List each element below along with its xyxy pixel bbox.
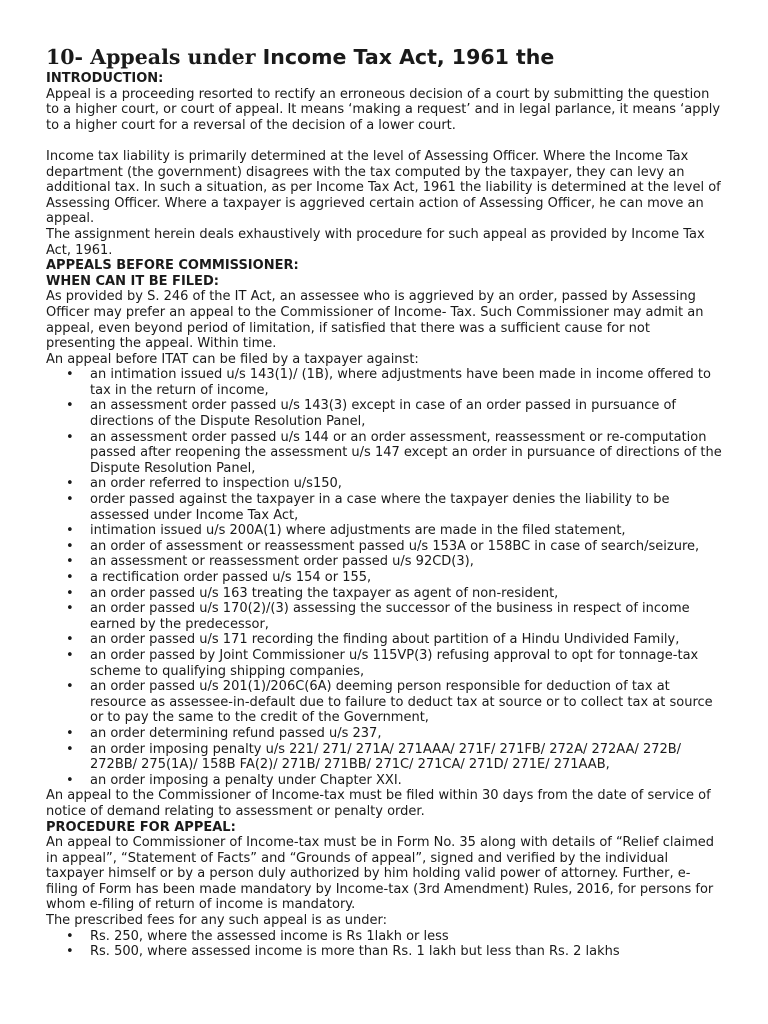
list-item: • an order passed by Joint Commissioner u/s 115VP(3) refusing approval to opt for tonnage-tax scheme to qualifying shipping companies, <box>90 648 722 679</box>
title-part-2: Income Tax Act, 1961 the <box>262 45 555 69</box>
intro-heading: INTRODUCTION: <box>46 71 164 86</box>
commissioner-paragraph-3: An appeal to the Commissioner of Income-tax must be filed within 30 days from the date of service of notice of demand relating to assessment or penalty order. <box>46 788 711 819</box>
list-item: • an order passed u/s 201(1)/206C(6A) deeming person responsible for deduction of tax at resource as assessee-in-default due to failure to deduct tax at source or to collect tax at source or to pay the same to the credit of the Government, <box>90 679 722 726</box>
list-item: • a rectification order passed u/s 154 or 155, <box>90 570 722 586</box>
list-item: • an order of assessment or reassessment passed u/s 153A or 158BC in case of search/seizure, <box>90 539 722 555</box>
when-filed-heading: WHEN CAN IT BE FILED: <box>46 273 219 289</box>
list-item: • an order determining refund passed u/s 237, <box>90 726 722 742</box>
list-item: • an assessment order passed u/s 143(3) except in case of an order passed in pursuance of directions of the Dispute Resolution Panel, <box>90 398 722 429</box>
appealable-orders-list <box>46 367 722 788</box>
list-item: • an order imposing a penalty under Chapter XXI. <box>90 773 722 789</box>
list-item: • order passed against the taxpayer in a case where the taxpayer denies the liability to be assessed under Income Tax Act, <box>90 492 722 523</box>
title-part-1: 10- Appeals under <box>46 45 263 69</box>
procedure-paragraph-1: An appeal to Commissioner of Income-tax must be in Form No. 35 along with details of “Relief claimed in appeal”, “Statement of Facts” and “Grounds of appeal”, signed and verified by the individual taxpayer himself or by a person duly authorized by him holding valid power of attorney. Further, e-filing of Form has been made mandatory by Income-tax (3rd Amendment) Rules, 2016, for persons for whom e-filing of return of income is mandatory. <box>46 835 714 913</box>
list-item: • an assessment order passed u/s 144 or an order assessment, reassessment or re-computation passed after reopening the assessment u/s 147 except an order in pursuance of directions of the Dispute Resolution Panel, <box>90 430 722 477</box>
fees-list <box>46 929 722 960</box>
commissioner-heading: APPEALS BEFORE COMMISSIONER: <box>46 258 299 274</box>
list-item: • an order referred to inspection u/s150, <box>90 476 722 492</box>
intro-paragraph-3: The assignment herein deals exhaustively with procedure for such appeal as provided by Income Tax Act, 1961. <box>46 226 705 258</box>
procedure-heading: PROCEDURE FOR APPEAL: <box>46 819 236 835</box>
list-item: • an order passed u/s 163 treating the taxpayer as agent of non-resident, <box>90 586 722 602</box>
list-item: • Rs. 500, where assessed income is more than Rs. 1 lakh but less than Rs. 2 lakhs <box>90 944 722 960</box>
intro-paragraph-1: Appeal is a proceeding resorted to rectify an erroneous decision of a court by submitting the question to a higher court, or court of appeal. It means ‘making a request’ and in legal parlance, it means ‘apply to a higher court for a reversal of the decision of a lower court. <box>46 86 721 133</box>
list-item: • an order imposing penalty u/s 221/ 271/ 271A/ 271AAA/ 271F/ 271FB/ 272A/ 272AA/ 272B/ 272BB/ 275(1A)/ 158B FA(2)/ 271B/ 271BB/ 271C/ 271CA/ 271D/ 271E/ 271AAB, <box>90 742 722 773</box>
commissioner-paragraph-1: As provided by S. 246 of the IT Act, an assessee who is aggrieved by an order, passed by Assessing Officer may prefer an appeal to the Commissioner of Income- Tax. Such Commissioner may admit an appeal, even beyond period of limitation, if satisfied that there was a sufficient cause for not presenting the appeal. Within time. <box>46 289 704 352</box>
list-item: • an order passed u/s 170(2)/(3) assessing the successor of the business in respect of income earned by the predecessor, <box>90 601 722 632</box>
intro-paragraph-2: Income tax liability is primarily determined at the level of Assessing Officer. Where the Income Tax department (the government) disagrees with the tax computed by the taxpayer, they can levy an additional tax. In such a situation, as per Income Tax Act, 1961 the liability is determined at the level of Assessing Officer. Where a taxpayer is aggrieved certain action of Assessing Officer, he can move an appeal. <box>46 148 721 227</box>
paragraph-gap <box>46 133 722 149</box>
list-item: • an intimation issued u/s 143(1)/ (1B), where adjustments have been made in income offered to tax in the return of income, <box>90 367 722 398</box>
procedure-paragraph-2: The prescribed fees for any such appeal is as under: <box>46 913 387 929</box>
commissioner-paragraph-2: An appeal before ITAT can be filed by a taxpayer against: <box>46 351 419 367</box>
list-item: • an order passed u/s 171 recording the finding about partition of a Hindu Undivided Family, <box>90 632 722 648</box>
document-title <box>46 44 722 70</box>
list-item: • intimation issued u/s 200A(1) where adjustments are made in the filed statement, <box>90 523 722 539</box>
list-item: • Rs. 250, where the assessed income is Rs 1lakh or less <box>90 929 722 945</box>
list-item: • an assessment or reassessment order passed u/s 92CD(3), <box>90 554 722 570</box>
